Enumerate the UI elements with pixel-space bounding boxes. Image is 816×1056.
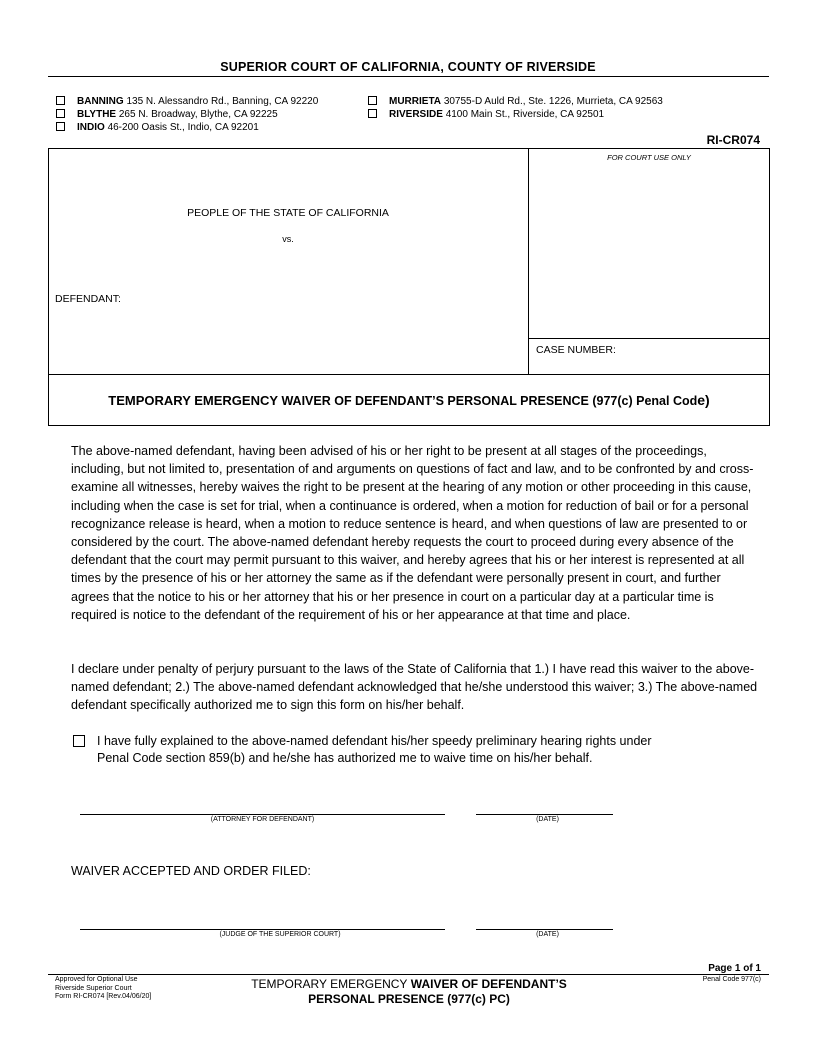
- location-address: 46-200 Oasis St., Indio, CA 92201: [107, 122, 259, 133]
- case-number-field[interactable]: [620, 340, 765, 370]
- location-banning: [56, 95, 318, 108]
- document-title: [48, 392, 770, 408]
- judge-signature-line[interactable]: [80, 929, 445, 930]
- page-number: Page 1 of 1: [708, 963, 761, 974]
- murrieta-checkbox[interactable]: [368, 96, 377, 105]
- caption-box: [48, 148, 770, 426]
- for-court-use-label: FOR COURT USE ONLY: [607, 153, 691, 162]
- attorney-date-line[interactable]: [476, 814, 613, 815]
- footer-divider: [48, 974, 769, 975]
- defendant-label: DEFENDANT:: [55, 293, 121, 305]
- location-address: 265 N. Broadway, Blythe, CA 92225: [118, 109, 278, 120]
- penal-code-note: Penal Code 977(c): [702, 976, 761, 983]
- footer-title-line2: PERSONAL PRESENCE (977(c) PC): [308, 992, 510, 1006]
- attorney-signature-line[interactable]: [80, 814, 445, 815]
- speedy-hearing-checkbox[interactable]: [73, 735, 85, 747]
- location-name: MURRIETA: [389, 96, 442, 107]
- location-name: BLYTHE: [77, 109, 117, 120]
- case-number-label: CASE NUMBER:: [536, 344, 616, 356]
- location-murrieta: [368, 95, 663, 108]
- location-riverside: [368, 108, 604, 121]
- approval-line-1: Approved for Optional Use: [55, 976, 138, 983]
- people-of-state: PEOPLE OF THE STATE OF CALIFORNIA: [187, 207, 389, 219]
- blythe-checkbox[interactable]: [56, 109, 65, 118]
- caption-divider-vertical: [528, 148, 529, 374]
- judge-signature-label: (JUDGE OF THE SUPERIOR COURT): [219, 931, 341, 938]
- attorney-date-label: (DATE): [536, 816, 559, 823]
- location-address: 4100 Main St., Riverside, CA 92501: [445, 109, 605, 120]
- title-divider: [48, 374, 770, 375]
- location-address: 30755-D Auld Rd., Ste. 1226, Murrieta, CA 92563: [443, 96, 663, 107]
- banning-checkbox[interactable]: [56, 96, 65, 105]
- location-name: BANNING: [77, 96, 124, 107]
- approval-line-2: Riverside Superior Court: [55, 984, 132, 992]
- speedy-hearing-line2: Penal Code section 859(b) and he/she has authorized me to waive time on his/her behalf.: [97, 750, 593, 765]
- case-number-divider: [528, 338, 770, 339]
- location-indio: [56, 121, 259, 134]
- location-name: INDIO: [77, 122, 105, 133]
- form-number: RI-CR074: [706, 133, 760, 147]
- footer-approval: [55, 976, 151, 1002]
- vs-label: vs.: [282, 234, 294, 244]
- riverside-checkbox[interactable]: [368, 109, 377, 118]
- defendant-field[interactable]: [60, 288, 520, 368]
- header-divider: [48, 76, 769, 77]
- title-part2: WAIVER OF DEFENDANT’S PERSONAL PRESENCE (977(c) Penal Cod: [281, 394, 698, 408]
- judge-date-label: (DATE): [536, 931, 559, 938]
- waiver-accepted-label: WAIVER ACCEPTED AND ORDER FILED:: [71, 864, 311, 878]
- waiver-paragraph: The above-named defendant, having been advised of his or her right to be present at all stages of the proceedings, including, but not limited to, presentation of and arguments on questions of fact and law, and to be confronted by and cross-examine all witnesses, hereby waives the right to be present at the hearing of any motion or other proceeding in this cause, including when the case is set for trial, when a continuance is ordered, when a motion for reduction of bail or for a personal recognizance release is heard, when a motion to reduce sentence is heard, and when questions of law are presented to or considered by the court. The above-named defendant hereby requests the court to proceed during every absence of the defendant that the court may permit pursuant to this waiver, and hereby agrees that his or her interest is represented at all times by the presence of his or her attorney the same as if the defendant were personally present in court, and further agrees that the notice to his or her attorney that his or her presence in court on a particular day at a particular time is required is notice to the defendant of the requirement of his or her appearance at that time and place.: [71, 444, 754, 622]
- footer-title: [200, 977, 618, 1007]
- location-name: RIVERSIDE: [389, 109, 443, 120]
- title-part1: TEMPORARY EMERGENCY: [108, 393, 278, 408]
- attorney-signature-label: (ATTORNEY FOR DEFENDANT): [210, 816, 315, 823]
- location-blythe: [56, 108, 278, 121]
- location-address: 135 N. Alessandro Rd., Banning, CA 92220: [126, 96, 319, 107]
- speedy-hearing-line1: I have fully explained to the above-named defendant his/her speedy preliminary hearing rights under: [97, 734, 652, 748]
- declaration-paragraph: I declare under penalty of perjury pursuant to the laws of the State of California that 1.) I have read this waiver to the above-named defendant; 2.) The above-named defendant acknowledged that he/she understood this waiver; 3.) The above-named defendant specifically authorized me to sign this form on his/her behalf.: [71, 662, 758, 713]
- footer-title-part2: WAIVER OF DEFENDANT’S: [410, 977, 567, 991]
- title-part3: e): [697, 392, 710, 408]
- court-title: SUPERIOR COURT OF CALIFORNIA, COUNTY OF RIVERSIDE: [220, 60, 596, 74]
- judge-date-line[interactable]: [476, 929, 613, 930]
- approval-line-3: Form RI-CR074 [Rev.04/06/20]: [55, 993, 152, 1000]
- speedy-hearing-text: [97, 733, 737, 766]
- indio-checkbox[interactable]: [56, 122, 65, 131]
- footer-title-part1: TEMPORARY EMERGENCY: [251, 977, 408, 991]
